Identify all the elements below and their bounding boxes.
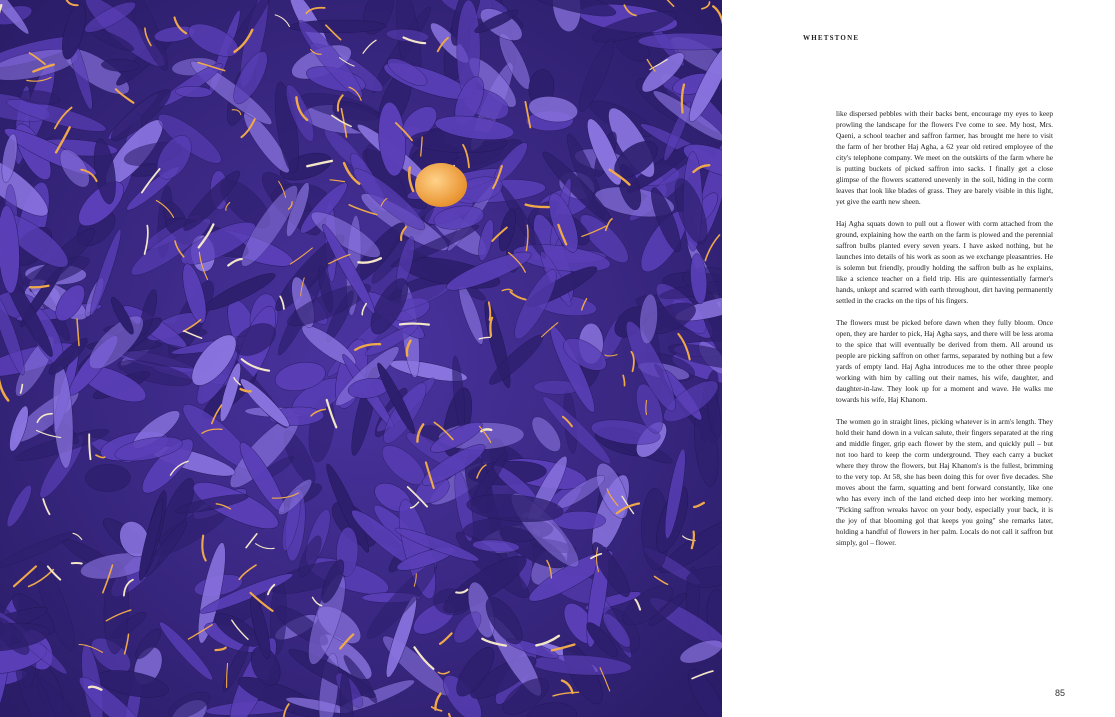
stamen bbox=[646, 400, 647, 414]
page-number: 85 bbox=[1055, 688, 1066, 698]
text-page bbox=[722, 0, 1115, 717]
paragraph: The flowers must be picked before dawn when they fully bloom. Once open, they are harder to pick, Haj Agha says, and there will be less aroma to the spice that will eventually be derived from them. All around us people are picking saffron on other farms, separated by nothing but a few yards of empty land. Haj Agha introduces me to the other three people working with him by calling out their names, his wife, daughter, and daughter-in-law. They look up for a moment and wave. He walks me towards his wife, Haj Khanom. bbox=[836, 318, 1053, 404]
stamen bbox=[400, 324, 429, 325]
article-body bbox=[836, 108, 1053, 559]
running-head: WHETSTONE bbox=[803, 34, 860, 42]
paragraph: The women go in straight lines, picking whatever is in arm's length. They hold their hand down in a vulcan salute, their fingers separated at the ring and middle finger, grip each flower by the stem, and quickly pull – but not too hard to keep the corm underground. They each carry a bucket where they throw the flowers, but Haj Khanom's is the fullest, brimming to the very top. At 58, she has been doing this for over five decades. She moves about the farm, squatting and bent forward constantly, like one who has every inch of the land etched deep into her working memory. "Picking saffron wreaks havoc on your body, especially your back, it is the joy of that blooming gol that keeps you going" she remarks later, holding a handful of flowers in her palm. Locals do not call it saffron but simply, gol – flower. bbox=[836, 417, 1053, 547]
petal bbox=[85, 464, 131, 492]
paragraph: Haj Agha squats down to pull out a flower with corm attached from the ground, explaining how the earth on the farm is plowed and the perennial saffron bulbs planted every seven years. I have asked nothing, but he launches into details of his work as soon as we exchange pleasantries. He is solemn but friendly, proudly holding the saffron bulb as he explains, like a science teacher on a field trip. His are quintessentially farmer's hands, unkept and scarred with earth throughout, dirt having permanently settled in the cracks on the tips of his fingers. bbox=[836, 219, 1053, 305]
paragraph: like dispersed pebbles with their backs bent, encourage my eyes to keep prowling the landscape for the flowers I've come to see. My host, Mrs. Qaeni, a school teacher and saffron farmer, has brought me here to visit the farm of her brother Haj Agha, a 62 year old retired employee of the city's telephone company. We meet on the outskirts of the farm where he is putting buckets of picked saffron into sacks. I finally get a close glimpse of the flowers scattered unevenly in the soil, hiding in the corm leaves that look like blades of grass. They are barely visible in this light, yet give the earth new sheen. bbox=[836, 109, 1053, 206]
saffron-bulb bbox=[415, 163, 467, 207]
